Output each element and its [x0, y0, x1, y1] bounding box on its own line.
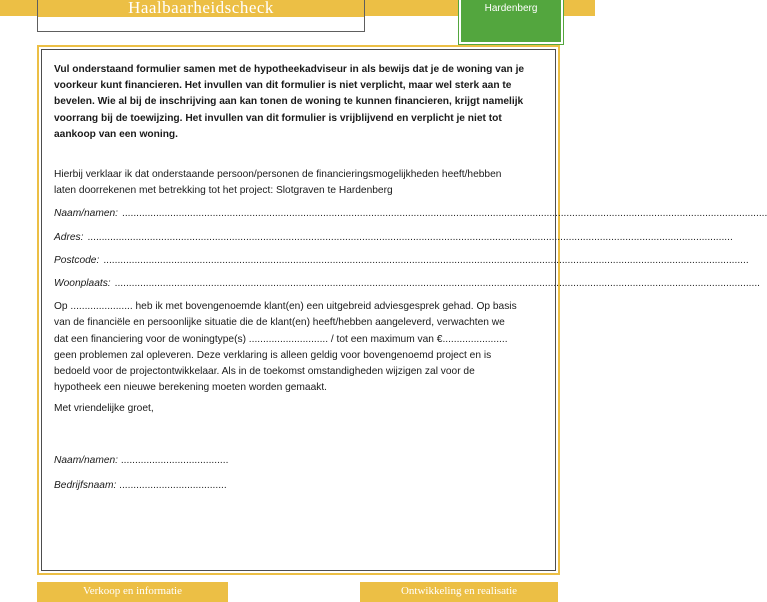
intro-line: aankoop van een woning.: [54, 128, 178, 140]
declaration-paragraph: [54, 167, 552, 199]
address-field-label: Adres:: [54, 231, 84, 243]
postcode-field-dots: ....................................................................................................................................................................................................................................: [103, 254, 749, 266]
advice-line: bedoeld voor de projectontwikkelaar. Als in de toekomst omstandigheden wijzigen zal voor de: [54, 366, 475, 378]
declaration-line: laten doorrekenen met betrekking tot het project: Slotgraven te Hardenberg: [54, 185, 393, 197]
name-field-label: Naam/namen:: [54, 208, 118, 220]
city-field-dots: ....................................................................................................................................................................................................................................: [114, 278, 760, 290]
closing-regards: Met vriendelijke groet,: [54, 403, 154, 415]
intro-line: voorkeur kunt financieren. Het invullen van dit formulier is niet verplicht, maar wel sterk aan te: [54, 80, 512, 92]
signature-company-field[interactable]: [54, 478, 552, 494]
city-field[interactable]: [54, 276, 760, 292]
intro-line: Vul onderstaand formulier samen met de hypotheekadviseur in als bewijs dat je de woning van je: [54, 64, 525, 75]
advice-line: Op ...................... heb ik met bovengenoemde klant(en) een uitgebreid adviesgesprek gehad. Op basis: [54, 301, 517, 313]
advice-line: hypotheek een nieuwe berekening moeten worden gemaakt.: [54, 382, 327, 394]
intro-paragraph: [54, 62, 552, 143]
name-field[interactable]: [54, 206, 767, 222]
signature-company-label: Bedrijfsnaam:: [54, 479, 117, 491]
address-field[interactable]: [54, 230, 733, 246]
signature-company-dots: ......................................: [119, 479, 227, 491]
intro-line: bevelen. Wie al bij de inschrijving aan kan tonen de woning te kunnen financieren, krijgt namelijk: [54, 96, 524, 108]
form-content: [54, 62, 767, 494]
footer-left-text: Verkoop en informatie: [83, 585, 182, 597]
advice-line: dat een financiering voor de woningtype(s) ............................ / tot een maximum van €.......................: [54, 333, 508, 345]
address-field-dots: ....................................................................................................................................................................................................................................: [87, 231, 733, 243]
footer-right-band: [360, 582, 558, 602]
advice-line: geen problemen zal opleveren. Deze verklaring is alleen geldig voor bovengenoemd project en is: [54, 349, 492, 361]
signature-name-field[interactable]: [54, 453, 552, 469]
postcode-field-label: Postcode:: [54, 254, 100, 266]
declaration-line: Hierbij verklaar ik dat onderstaande persoon/personen de financieringsmogelijkheden heeft/hebben: [54, 169, 502, 181]
footer-right-text: Ontwikkeling en realisatie: [400, 585, 518, 597]
title-box: [37, 0, 365, 32]
advice-paragraph: [54, 299, 552, 396]
intro-line: voorrang bij de toewijzing. Het invullen van dit formulier is vrijblijvend en verplicht je niet tot: [54, 112, 502, 124]
signature-name-label: Naam/namen:: [54, 454, 118, 466]
signature-name-dots: ......................................: [120, 454, 229, 466]
hardenberg-logo: [459, 0, 563, 44]
page-title: Haalbaarheidscheck: [128, 0, 274, 17]
name-field-dots: ....................................................................................................................................................................................................................................: [122, 208, 767, 220]
advice-line: van de financiële en persoonlijke situatie die de klant(en) heeft/hebben aangeleverd, verwachten we: [54, 317, 505, 329]
logo-text: Hardenberg: [484, 3, 538, 14]
footer-left-band: [37, 582, 228, 602]
postcode-field[interactable]: [54, 253, 749, 269]
city-field-label: Woonplaats:: [54, 278, 111, 290]
